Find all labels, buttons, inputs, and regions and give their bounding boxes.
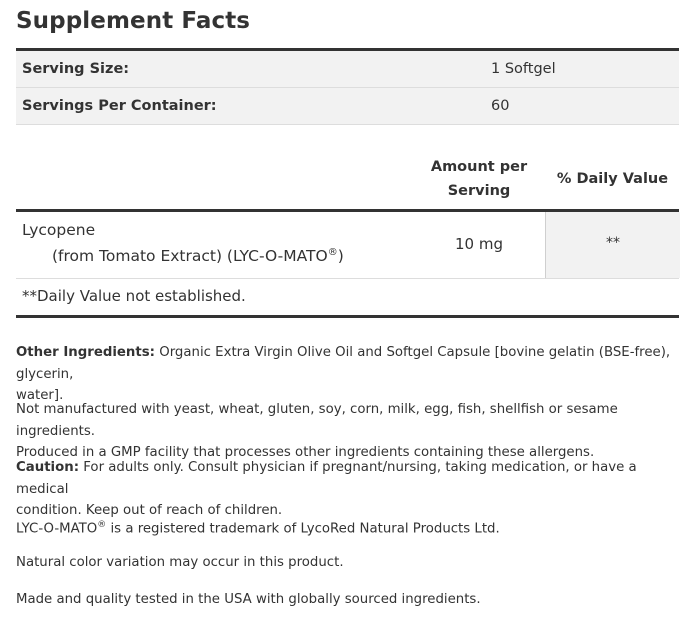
caution-text-2: condition. Keep out of reach of children. xyxy=(16,503,283,518)
ingredient-source-close: ) xyxy=(337,247,344,266)
other-ingredients-text: Organic Extra Virgin Olive Oil and Softgel Capsule [bovine gelatin (BSE-free), glycerin, xyxy=(16,345,671,382)
caution-text: For adults only. Consult physician if pregnant/nursing, taking medication, or have a medical xyxy=(16,460,637,497)
amount-per-serving-header xyxy=(414,155,544,203)
allergen-line-2: Produced in a GMP facility that processes other ingredients containing these allergens. xyxy=(16,445,595,460)
amount-header-line1: Amount per xyxy=(430,159,528,175)
trademark-reg-mark: ® xyxy=(97,520,107,530)
servings-per-container-value: 60 xyxy=(491,98,510,114)
serving-size-value: 1 Softgel xyxy=(491,61,556,77)
other-ingredients-label: Other Ingredients: xyxy=(16,345,155,360)
serving-size-label: Serving Size: xyxy=(22,61,130,77)
color-variation-note: Natural color variation may occur in this product. xyxy=(16,555,344,570)
trademark-statement xyxy=(16,515,686,540)
daily-value-header: % Daily Value xyxy=(556,171,669,187)
other-ingredients-text-2: water]. xyxy=(16,388,64,403)
caution-statement xyxy=(16,457,686,522)
amount-header-line2: Serving xyxy=(447,183,511,199)
made-in-usa-note: Made and quality tested in the USA with globally sourced ingredients. xyxy=(16,592,481,607)
servings-per-container-label: Servings Per Container: xyxy=(22,98,217,114)
page-title: Supplement Facts xyxy=(16,8,251,34)
servings-per-container-row xyxy=(16,88,679,125)
ingredient-dv-cell xyxy=(545,212,680,278)
other-ingredients xyxy=(16,342,686,407)
ingredient-source-text: (from Tomato Extract) (LYC-O-MATO xyxy=(52,247,328,266)
registered-mark: ® xyxy=(327,247,338,258)
caution-label: Caution: xyxy=(16,460,80,475)
ingredient-dv: ** xyxy=(606,235,620,251)
serving-size-row xyxy=(16,51,679,88)
table-row xyxy=(16,212,679,279)
trademark-text: is a registered trademark of LycoRed Natural Products Ltd. xyxy=(106,521,500,537)
ingredient-amount: 10 mg xyxy=(455,235,503,253)
allergen-line-1: Not manufactured with yeast, wheat, gluten, soy, corn, milk, egg, fish, shellfish or sesame ingredients. xyxy=(16,402,618,439)
table-bottom-rule xyxy=(16,315,679,318)
allergen-statement xyxy=(16,399,686,464)
daily-value-footnote: **Daily Value not established. xyxy=(22,287,246,305)
ingredient-name: Lycopene xyxy=(22,221,96,239)
trademark-prefix: LYC-O-MATO xyxy=(16,521,98,537)
ingredient-source xyxy=(52,247,344,265)
